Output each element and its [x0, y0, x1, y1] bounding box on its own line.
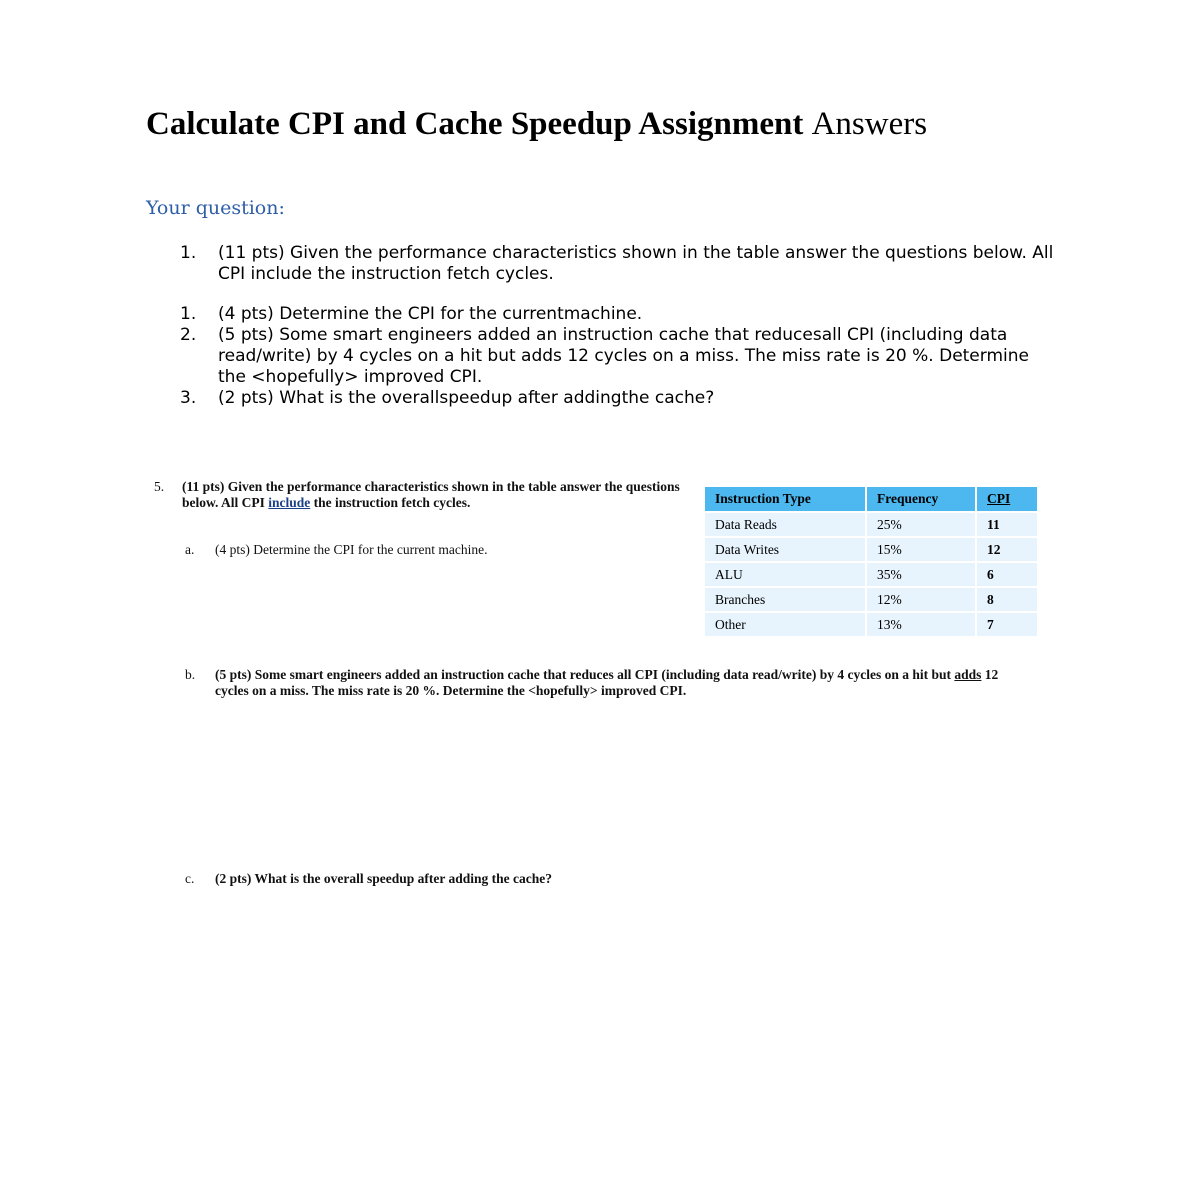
- question-text: [182, 479, 694, 511]
- question-letter: a.: [185, 542, 195, 557]
- text-part: the instruction fetch cycles.: [310, 495, 471, 510]
- table-cell: 12: [976, 537, 1038, 562]
- table-cell: 11: [976, 512, 1038, 537]
- table-header-row: [704, 486, 1038, 512]
- table-cell: Other: [704, 612, 866, 637]
- table-row: [704, 512, 1038, 537]
- question-heading: Your question:: [146, 197, 285, 219]
- table-cell: Branches: [704, 587, 866, 612]
- table-cell: 12%: [866, 587, 976, 612]
- table-row: [704, 537, 1038, 562]
- question-letter: c.: [185, 871, 195, 886]
- table-cell: 7: [976, 612, 1038, 637]
- list-number: 2.: [180, 325, 197, 345]
- table-cell: 8: [976, 587, 1038, 612]
- table-cell: 15%: [866, 537, 976, 562]
- question-text: (4 pts) Determine the CPI for the currentmachine.: [218, 304, 643, 324]
- list-number: 1.: [180, 243, 197, 263]
- underlined-word: adds: [954, 667, 982, 682]
- table-cell: 25%: [866, 512, 976, 537]
- table-cell: Data Reads: [704, 512, 866, 537]
- question-text: (11 pts) Given the performance characteristics shown in the table answer the questions below. All CPI include the instruction fetch cycles.: [218, 243, 1054, 284]
- table-row: [704, 562, 1038, 587]
- list-number: 1.: [180, 304, 197, 324]
- table-cell: Data Writes: [704, 537, 866, 562]
- scanned-question-a: [185, 542, 488, 558]
- table-row: [704, 612, 1038, 637]
- typed-question-parts: [180, 304, 1060, 409]
- text-part: (11 pts) Given the performance characteristics shown in the table answer the questions below. All CPI: [182, 479, 680, 510]
- underlined-word: include: [268, 495, 311, 510]
- column-header: Frequency: [866, 486, 976, 512]
- question-text: (4 pts) Determine the CPI for the current machine.: [215, 542, 488, 557]
- scanned-question-b: [185, 667, 1025, 699]
- text-part: 12 cycles on a miss. The miss rate is 20 %. Determine the <hopefully> improved CPI.: [215, 667, 999, 698]
- question-text: (5 pts) Some smart engineers added an instruction cache that reducesall CPI (including data read/write) by 4 cycles on a hit but adds 12 cycles on a miss. The miss rate is 20 %. Determine the <hopefully> improved CPI.: [218, 325, 1029, 387]
- question-number: 5.: [154, 479, 165, 494]
- list-item: [180, 325, 1060, 388]
- text-part: (5 pts) Some smart engineers added an instruction cache that reduces all CPI (including data read/write) by 4 cycles on a hit but: [215, 667, 955, 682]
- title-normal-part: Answers: [811, 106, 928, 142]
- scanned-question-c: [185, 871, 552, 887]
- question-text: (2 pts) What is the overallspeedup after addingthe cache?: [218, 388, 715, 408]
- table-row: [704, 587, 1038, 612]
- question-letter: b.: [185, 667, 196, 682]
- table-cell: ALU: [704, 562, 866, 587]
- list-item: [180, 243, 1060, 285]
- column-header: Instruction Type: [704, 486, 866, 512]
- question-text: (2 pts) What is the overall speedup after adding the cache?: [215, 871, 552, 886]
- page-title: [146, 104, 1106, 144]
- table-cell: 35%: [866, 562, 976, 587]
- typed-question-intro: [180, 243, 1060, 285]
- scanned-question-5: [154, 479, 694, 511]
- column-header: CPI: [976, 486, 1038, 512]
- list-item: [180, 388, 1060, 409]
- list-number: 3.: [180, 388, 197, 408]
- question-text: [215, 667, 1025, 699]
- performance-table: [703, 485, 1039, 638]
- title-bold-part: Calculate CPI and Cache Speedup Assignment: [146, 106, 804, 142]
- table-cell: 13%: [866, 612, 976, 637]
- list-item: [180, 304, 1060, 325]
- table-cell: 6: [976, 562, 1038, 587]
